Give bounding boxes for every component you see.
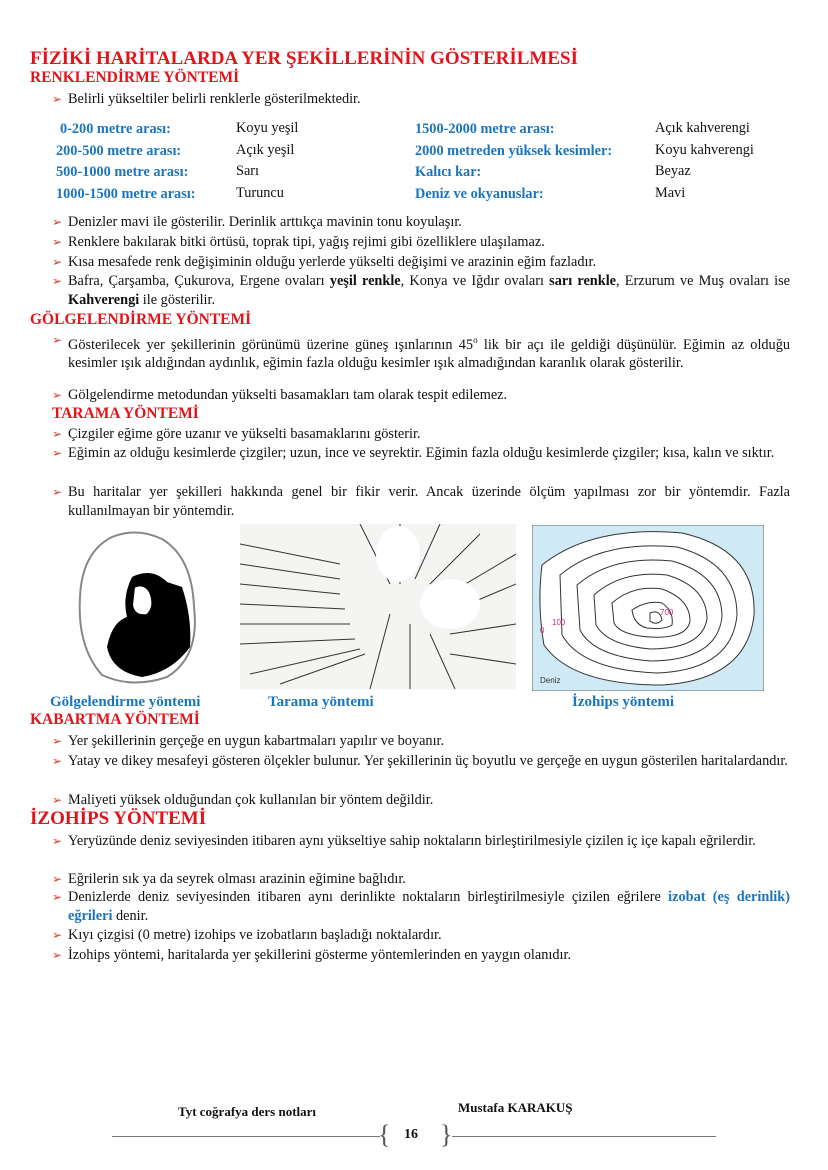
figure-caption: Tarama yöntemi bbox=[268, 694, 374, 710]
text: ile gösterilir. bbox=[139, 291, 216, 308]
heading-golgelendirme: GÖLGELENDİRME YÖNTEMİ bbox=[30, 311, 252, 328]
bullet: ➢ Kısa mesafede renk değişiminin olduğu yerlerde yükselti değişimi ve arazinin eğim fazladır. bbox=[52, 253, 790, 272]
footer-rule bbox=[112, 1136, 380, 1137]
heading-izohips: İZOHİPS YÖNTEMİ bbox=[30, 808, 207, 829]
text: , Konya ve Iğdır ovaları bbox=[400, 273, 550, 289]
footer-right: Mustafa KARAKUŞ bbox=[458, 1100, 573, 1115]
bullet: ➢ Maliyeti yüksek olduğundan çok kullanılan bir yöntem değildir. bbox=[52, 791, 790, 810]
brace-left: { bbox=[378, 1120, 391, 1149]
figure-caption: Gölgelendirme yöntemi bbox=[50, 694, 201, 710]
table-value: Açık kahverengi bbox=[655, 120, 750, 136]
heading-kabartma: KABARTMA YÖNTEMİ bbox=[30, 711, 200, 728]
table-label: 500-1000 metre arası: bbox=[56, 164, 189, 180]
hachure-method-figure bbox=[240, 524, 516, 689]
table-label: Deniz ve okyanuslar: bbox=[415, 186, 544, 202]
contour-method-figure bbox=[532, 525, 764, 691]
bullet: ➢ Denizler mavi ile gösterilir. Derinlik arttıkça mavinin tonu koyulaşır. bbox=[52, 213, 790, 232]
brace-right: } bbox=[440, 1120, 453, 1149]
bullet: ➢ Yatay ve dikey mesafeyi gösteren ölçekler bulunur. Yer şekillerinin üç boyutlu ve gerçeğe en uygun gösterilen haritalardandır. bbox=[52, 752, 790, 771]
text: Gösterilecek yer şekillerinin görünümü üzerine güneş ışınlarının 45 bbox=[68, 336, 474, 353]
bullet: ➢ Belirli yükseltiler belirli renklerle gösterilmektedir. bbox=[52, 90, 790, 109]
table-label: 1500-2000 metre arası: bbox=[415, 121, 555, 137]
text: Bafra, Çarşamba, Çukurova, Ergene ovaları bbox=[68, 273, 330, 289]
table-value: Turuncu bbox=[236, 185, 284, 201]
text: Kahverengi bbox=[68, 291, 140, 308]
text: izobat (eş derinlik) eğrileri bbox=[68, 889, 790, 924]
table-value: Beyaz bbox=[655, 163, 691, 179]
contour-label: 700 bbox=[660, 608, 674, 617]
table-value: Sarı bbox=[236, 163, 260, 179]
bullet: ➢ Eğimin az olduğu kesimlerde çizgiler; uzun, ince ve seyrektir. Eğimin fazla olduğu kesimlerde çizgiler; kısa, kalın ve sıktır. bbox=[52, 444, 790, 463]
bullet: ➢ İzohips yöntemi, haritalarda yer şekillerini gösterme yöntemlerinden en yaygın olanıdır. bbox=[52, 946, 790, 965]
text: lik bir açı ile geldiği düşünülür. Eğimin az olduğu kesimler ışık aldığından aydınlık, eğimin fazla olduğu kesimler ışık almadığından karanlık olarak gösterilir. bbox=[68, 336, 791, 372]
bullet: ➢ Gölgelendirme metodundan yükselti basamakları tam olarak tespit edilemez. bbox=[52, 386, 790, 405]
page-title: FİZİKİ HARİTALARDA YER ŞEKİLLERİNİN GÖSTERİLMESİ bbox=[30, 48, 578, 69]
shading-method-figure bbox=[72, 527, 202, 687]
text: o bbox=[473, 335, 478, 345]
table-label: Kalıcı kar: bbox=[415, 164, 482, 180]
text: sarı renkle bbox=[549, 273, 617, 289]
text: yeşil renkle bbox=[329, 273, 401, 289]
text: denir. bbox=[112, 907, 149, 924]
bullet: ➢ Bu haritalar yer şekilleri hakkında genel bir fikir verir. Ancak üzerinde ölçüm yapılması zor bir yöntemdir. Fazla kullanılmayan bir yöntemdir. bbox=[52, 483, 790, 520]
contour-label: 100 bbox=[552, 618, 566, 627]
table-value: Koyu yeşil bbox=[236, 120, 299, 136]
table-value: Koyu kahverengi bbox=[655, 142, 754, 158]
bullet bbox=[52, 272, 790, 309]
bullet: ➢ Renklere bakılarak bitki örtüsü, toprak tipi, yağış rejimi gibi özelliklere ulaşılamaz. bbox=[52, 233, 790, 252]
text: Denizlerde deniz seviyesinden itibaren aynı derinlikte noktaların birleştirilmesiyle çizilen eğrilere bbox=[68, 889, 669, 905]
table-label: 200-500 metre arası: bbox=[56, 143, 182, 159]
contour-label: 0 bbox=[540, 626, 545, 635]
bullet bbox=[52, 888, 790, 925]
bullet: ➢ Yer şekillerinin gerçeğe en uygun kabartmaları yapılır ve boyanır. bbox=[52, 732, 790, 751]
heading-renklendirme: RENKLENDİRME YÖNTEMİ bbox=[30, 69, 240, 86]
text: , Erzurum ve Muş ovaları ise bbox=[616, 273, 790, 289]
bullet: ➢ Kıyı çizgisi (0 metre) izohips ve izobatların başladığı noktalardır. bbox=[52, 926, 790, 945]
table-label: 1000-1500 metre arası: bbox=[56, 186, 196, 202]
table-value: Açık yeşil bbox=[236, 142, 295, 158]
footer-left: Tyt coğrafya ders notları bbox=[178, 1104, 317, 1119]
page-number: 16 bbox=[404, 1127, 418, 1142]
bullet: ➢ Çizgiler eğime göre uzanır ve yükselti basamaklarını gösterir. bbox=[52, 425, 790, 444]
figure-caption: İzohips yöntemi bbox=[572, 694, 675, 710]
heading-tarama: TARAMA YÖNTEMİ bbox=[52, 405, 199, 422]
bullet: ➢ Yeryüzünde deniz seviyesinden itibaren aynı yükseltiye sahip noktaların birleştirilmesiyle çizilen iç içe kapalı eğrilerdir. bbox=[52, 832, 790, 851]
sea-label: Deniz bbox=[540, 676, 561, 685]
bullet: ➢ Eğrilerin sık ya da seyrek olması arazinin eğimine bağlıdır. bbox=[52, 870, 790, 889]
table-label: 0-200 metre arası: bbox=[60, 121, 171, 137]
table-label: 2000 metreden yüksek kesimler: bbox=[415, 143, 613, 159]
table-value: Mavi bbox=[655, 185, 686, 201]
footer-rule bbox=[452, 1136, 716, 1137]
bullet bbox=[52, 331, 790, 373]
